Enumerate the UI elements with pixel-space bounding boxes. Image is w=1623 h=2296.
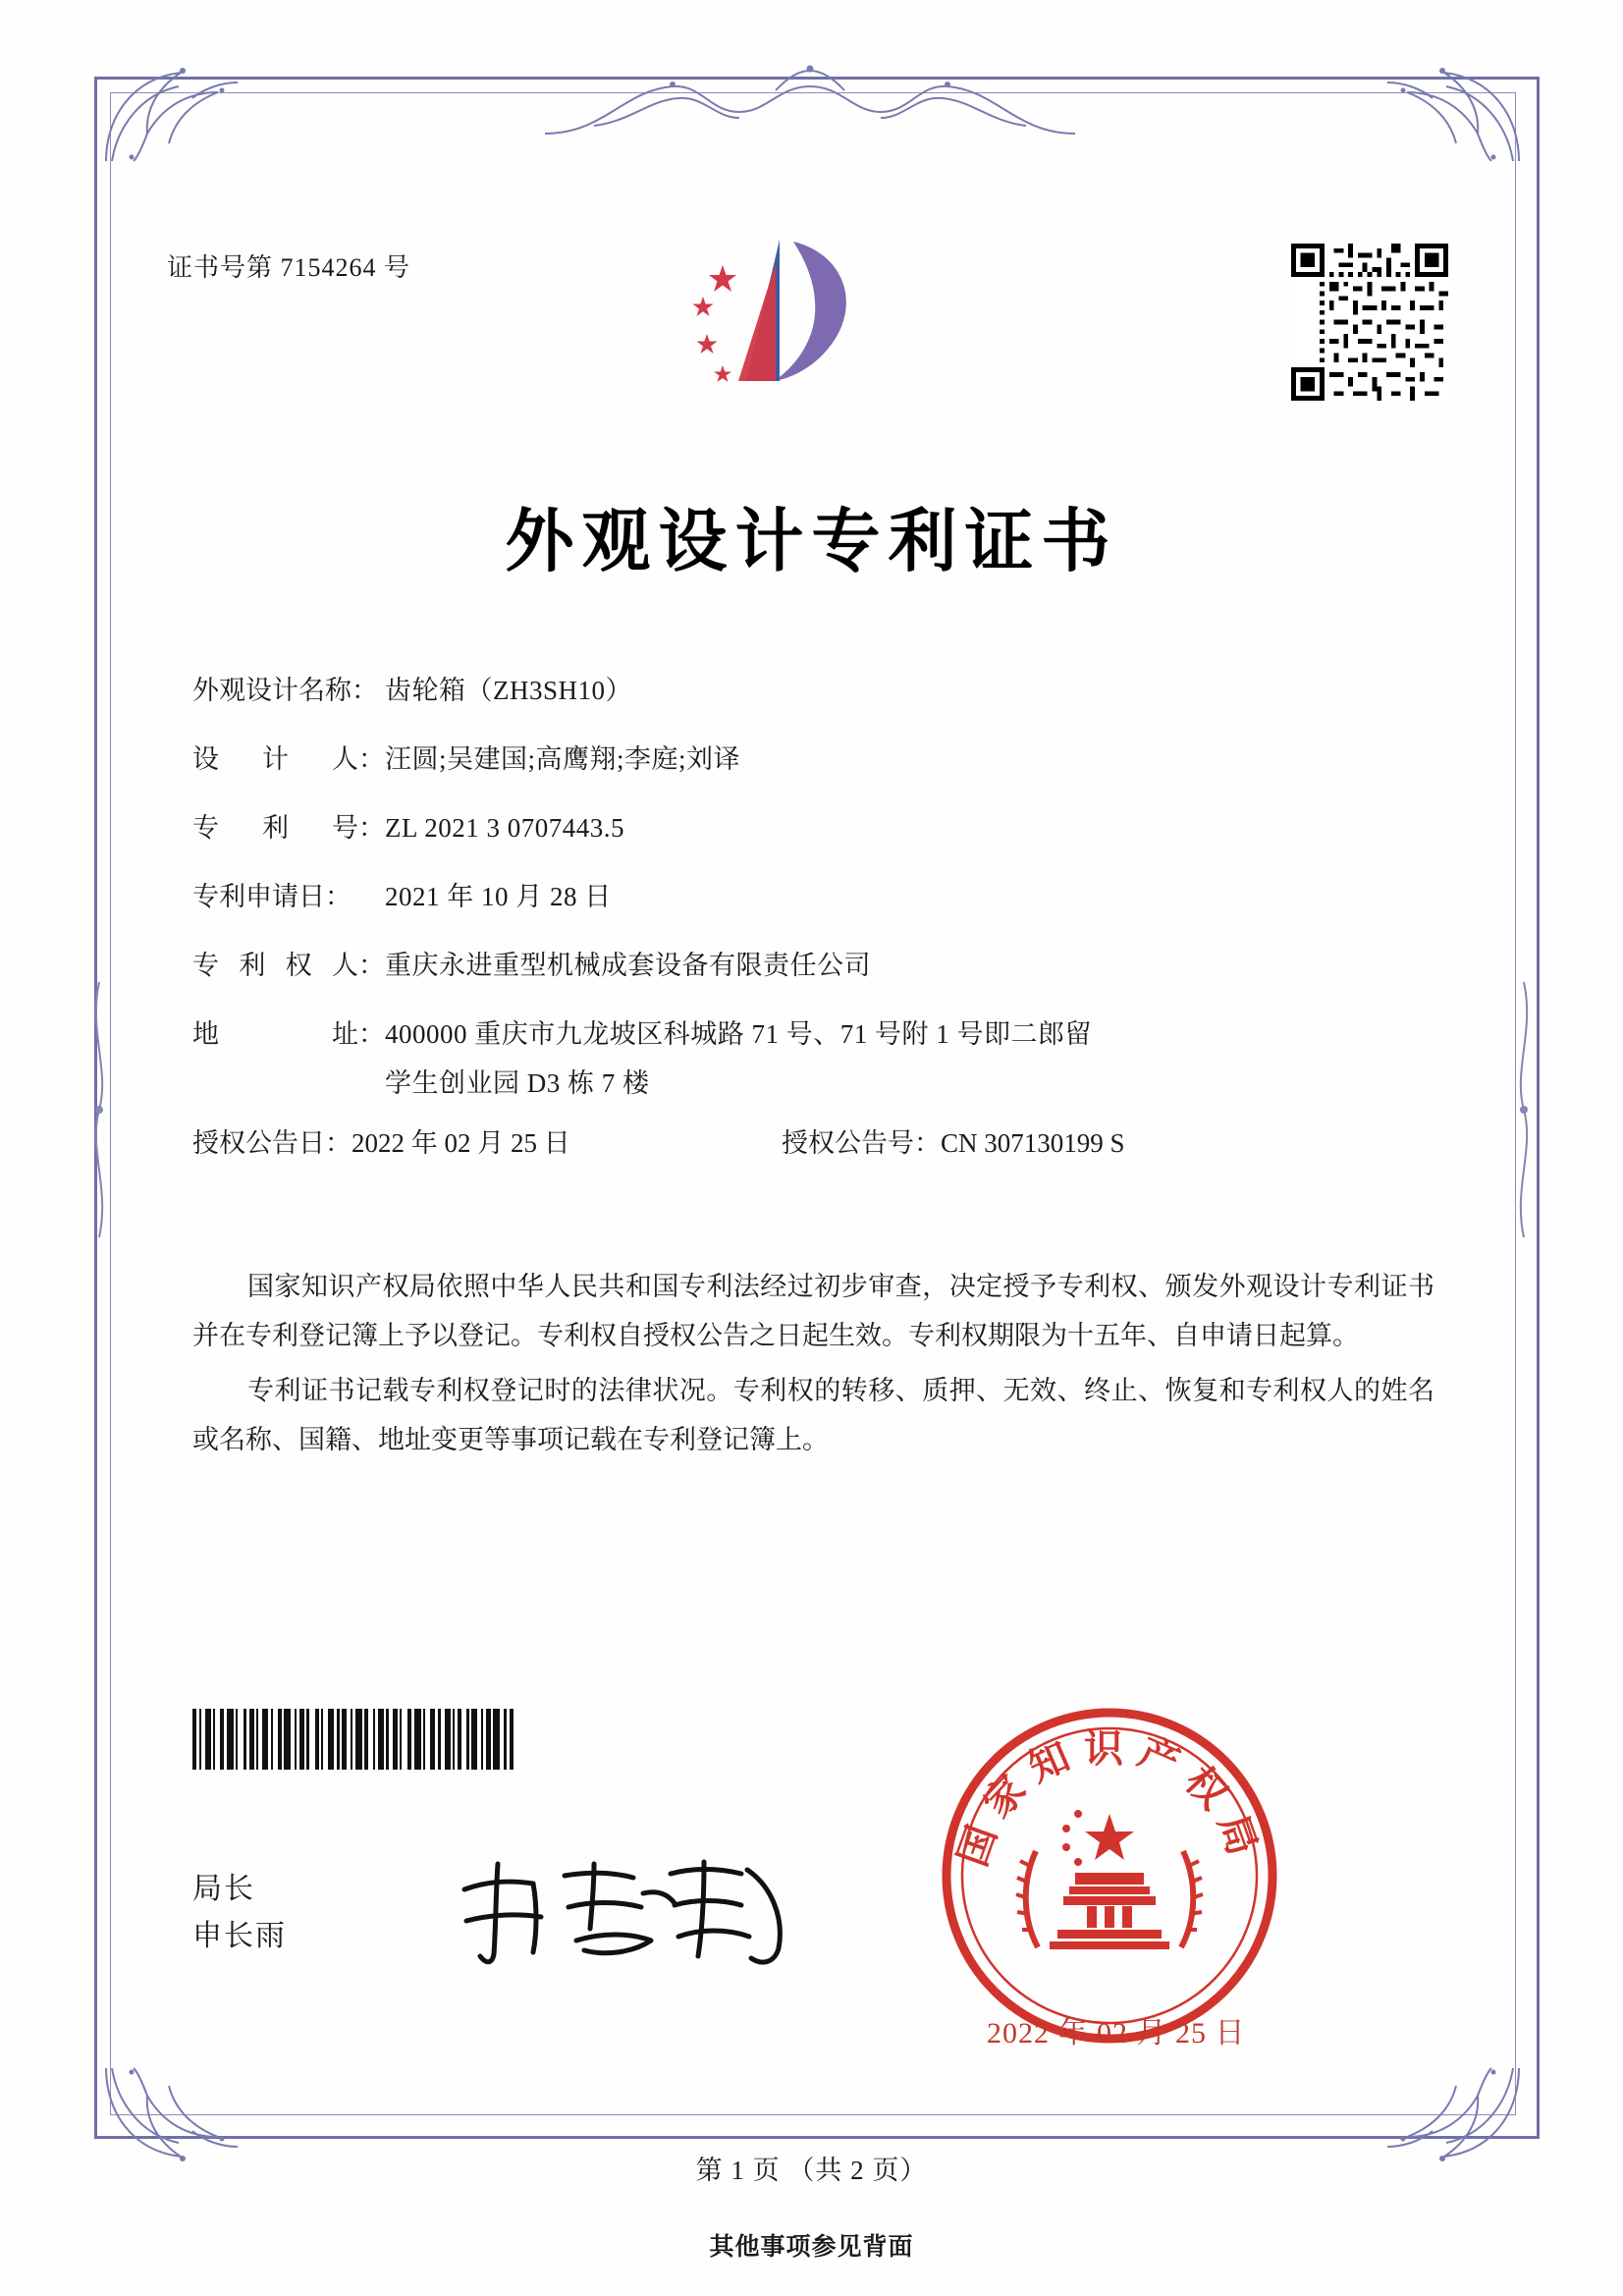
field-label-address [192,1021,385,1048]
label-char: 专 [192,951,219,980]
field-value-designers: 汪圆;吴建国;高鹰翔;李庭;刘译 [385,744,741,774]
side-ornament-left [84,962,114,1257]
barcode-icon [192,1709,595,1770]
label-char: 人： [331,951,385,980]
label-char: 计 [262,744,289,774]
field-value-design-name: 齿轮箱（ZH3SH10） [385,676,633,705]
label-char: 权 [285,951,312,980]
qr-code-icon [1291,244,1448,401]
publication-date [192,1130,782,1157]
label-char: 地 [192,1019,219,1049]
field-value-patent-number: ZL 2021 3 0707443.5 [385,813,624,843]
field-address [192,1021,1449,1048]
publication-row [192,1130,1449,1157]
publication-number-value: CN 307130199 S [941,1128,1125,1158]
svg-text:国家知识产权局: 国家知识产权局 [948,1725,1271,1873]
label-char: 设 [192,744,219,774]
field-value-patentee: 重庆永进重型机械成套设备有限责任公司 [385,951,871,980]
director-name: 申长雨 [192,1920,287,1952]
footer-note: 其他事项参见背面 [709,2234,914,2261]
legal-text [192,1262,1434,1470]
field-list [192,678,1449,1186]
top-center-ornament [535,57,1085,141]
field-patent-number [192,815,1449,842]
field-designers [192,746,1449,773]
side-ornament-right [1509,962,1539,1257]
publication-number-label: 授权公告号： [782,1128,941,1158]
field-patentee [192,953,1449,979]
label-char: 人： [332,744,385,774]
official-seal-icon [938,1704,1281,2048]
field-design-name [192,678,1449,704]
seal-date: 2022 年 02 月 25 日 [987,2017,1246,2050]
signature-block [192,1866,287,1960]
cnipa-logo-icon [677,224,884,401]
field-value-address-line2: 学生创业园 D3 栋 7 楼 [385,1068,650,1098]
certificate-number: 证书号第 7154264 号 [167,253,411,282]
handwritten-signature-icon [447,1846,800,1974]
field-label-patent-number [192,815,385,842]
publication-date-value: 2022 年 02 月 25 日 [352,1128,570,1158]
page-title: 外观设计专利证书 [505,500,1118,581]
publication-date-label: 授权公告日： [192,1128,352,1158]
field-value-address: 400000 重庆市九龙坡区科城路 71 号、71 号附 1 号即二郎留 [385,1019,1092,1049]
publication-number [782,1130,1449,1157]
field-label-patentee [192,953,385,979]
label-char: 利 [262,813,289,843]
page-number: 第 1 页 （共 2 页） [695,2156,928,2185]
field-value-application-date: 2021 年 10 月 28 日 [385,882,612,911]
director-title: 局长 [192,1873,255,1905]
label-char: 专 [192,813,219,843]
label-char: 号： [332,813,385,843]
paragraph-2: 专利证书记载专利权登记时的法律状况。专利权的转移、质押、无效、终止、恢复和专利权人的姓名或名称、国籍、地址变更等事项记载在专利登记簿上。 [192,1376,1434,1454]
paragraph-1: 国家知识产权局依照中华人民共和国专利法经过初步审查，决定授予专利权、颁发外观设计专利证书并在专利登记簿上予以登记。专利权自授权公告之日起生效。专利权期限为十五年、自申请日起算。 [192,1272,1434,1350]
field-label-application-date: 专利申请日： [192,882,352,911]
label-char: 利 [239,951,266,980]
field-label-designers [192,746,385,773]
field-label-design-name: 外观设计名称： [192,676,378,705]
field-application-date [192,884,1449,910]
label-char: 址： [332,1019,385,1049]
